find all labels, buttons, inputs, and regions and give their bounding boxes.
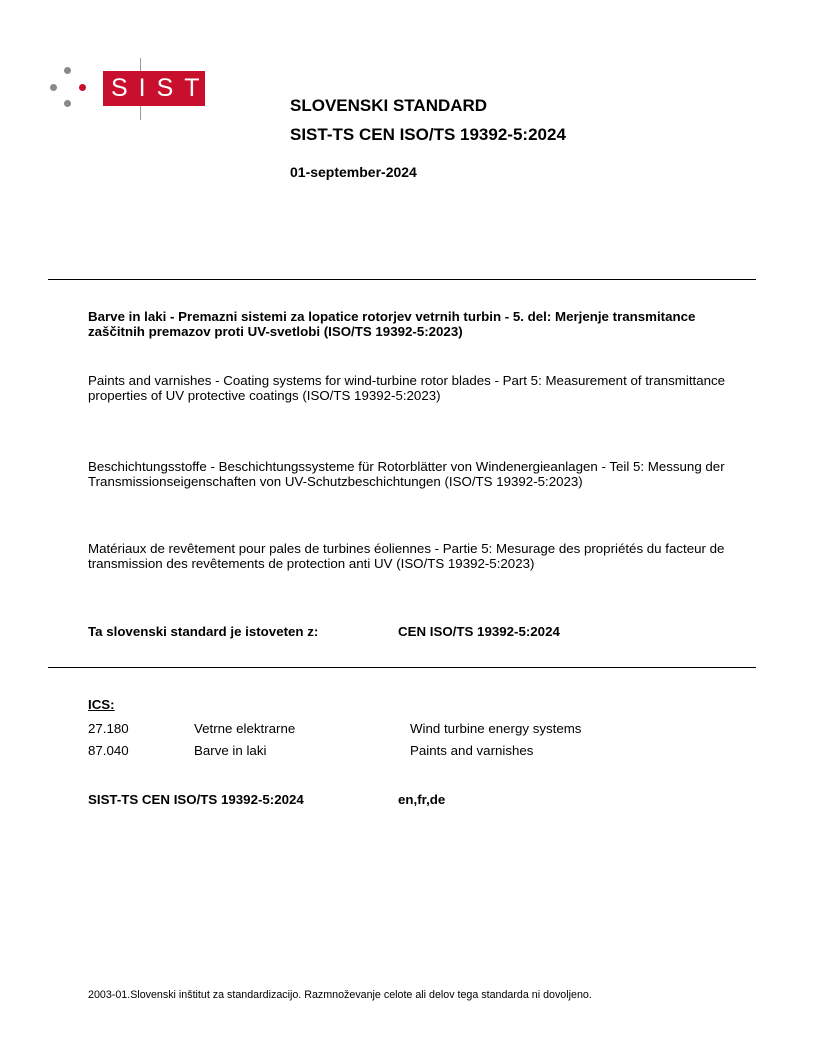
logo-dot-icon: [79, 84, 86, 91]
copyright-footer: 2003-01.Slovenski inštitut za standardizacijo. Razmnoževanje celote ali delov tega standarda ni dovoljeno.: [88, 989, 592, 1001]
ics-name-sl: Vetrne elektrarne: [194, 721, 296, 736]
standard-type-heading: SLOVENSKI STANDARD: [290, 96, 488, 115]
ics-code: 27.180: [88, 721, 129, 736]
publication-date: 01-september-2024: [290, 164, 417, 180]
ics-heading: ICS:: [88, 697, 115, 712]
title-german: Beschichtungsstoffe - Beschichtungssysteme für Rotorblätter von Windenergieanlagen - Teil 5: Messung der Transmissionseigenschaften von UV-Schutzbeschichtungen (ISO/TS 19392-5:2023): [88, 459, 725, 489]
standard-code-heading: SIST-TS CEN ISO/TS 19392-5:2024: [290, 125, 566, 144]
logo-wordmark: SIST: [103, 71, 205, 106]
top-divider: [48, 279, 756, 280]
logo-dot-icon: [64, 100, 71, 107]
title-english: Paints and varnishes - Coating systems for wind-turbine rotor blades - Part 5: Measurement of transmittance properties of UV protective coatings (ISO/TS 19392-5:2023): [88, 373, 726, 403]
ics-name-en: Wind turbine energy systems: [410, 721, 582, 736]
logo-dot-icon: [64, 67, 71, 74]
ics-name-sl: Barve in laki: [194, 743, 267, 758]
title-french: Matériaux de revêtement pour pales de turbines éoliennes - Partie 5: Mesurage des propriétés du facteur de transmission des revêtements de protection anti UV (ISO/TS 19392-5:2023): [88, 541, 725, 571]
identical-label: Ta slovenski standard je istoveten z:: [88, 624, 319, 639]
bottom-divider: [48, 667, 756, 668]
identical-value: CEN ISO/TS 19392-5:2024: [398, 624, 560, 639]
ics-name-en: Paints and varnishes: [410, 743, 534, 758]
logo-dot-icon: [50, 84, 57, 91]
title-slovenian: Barve in laki - Premazni sistemi za lopatice rotorjev vetrnih turbin - 5. del: Merjenje transmitance zaščitnih premazov proti UV-svetlobi (ISO/TS 19392-5:2023): [88, 309, 696, 339]
ics-code: 87.040: [88, 743, 129, 758]
reference-code: SIST-TS CEN ISO/TS 19392-5:2024: [88, 792, 304, 807]
reference-languages: en,fr,de: [398, 792, 446, 807]
